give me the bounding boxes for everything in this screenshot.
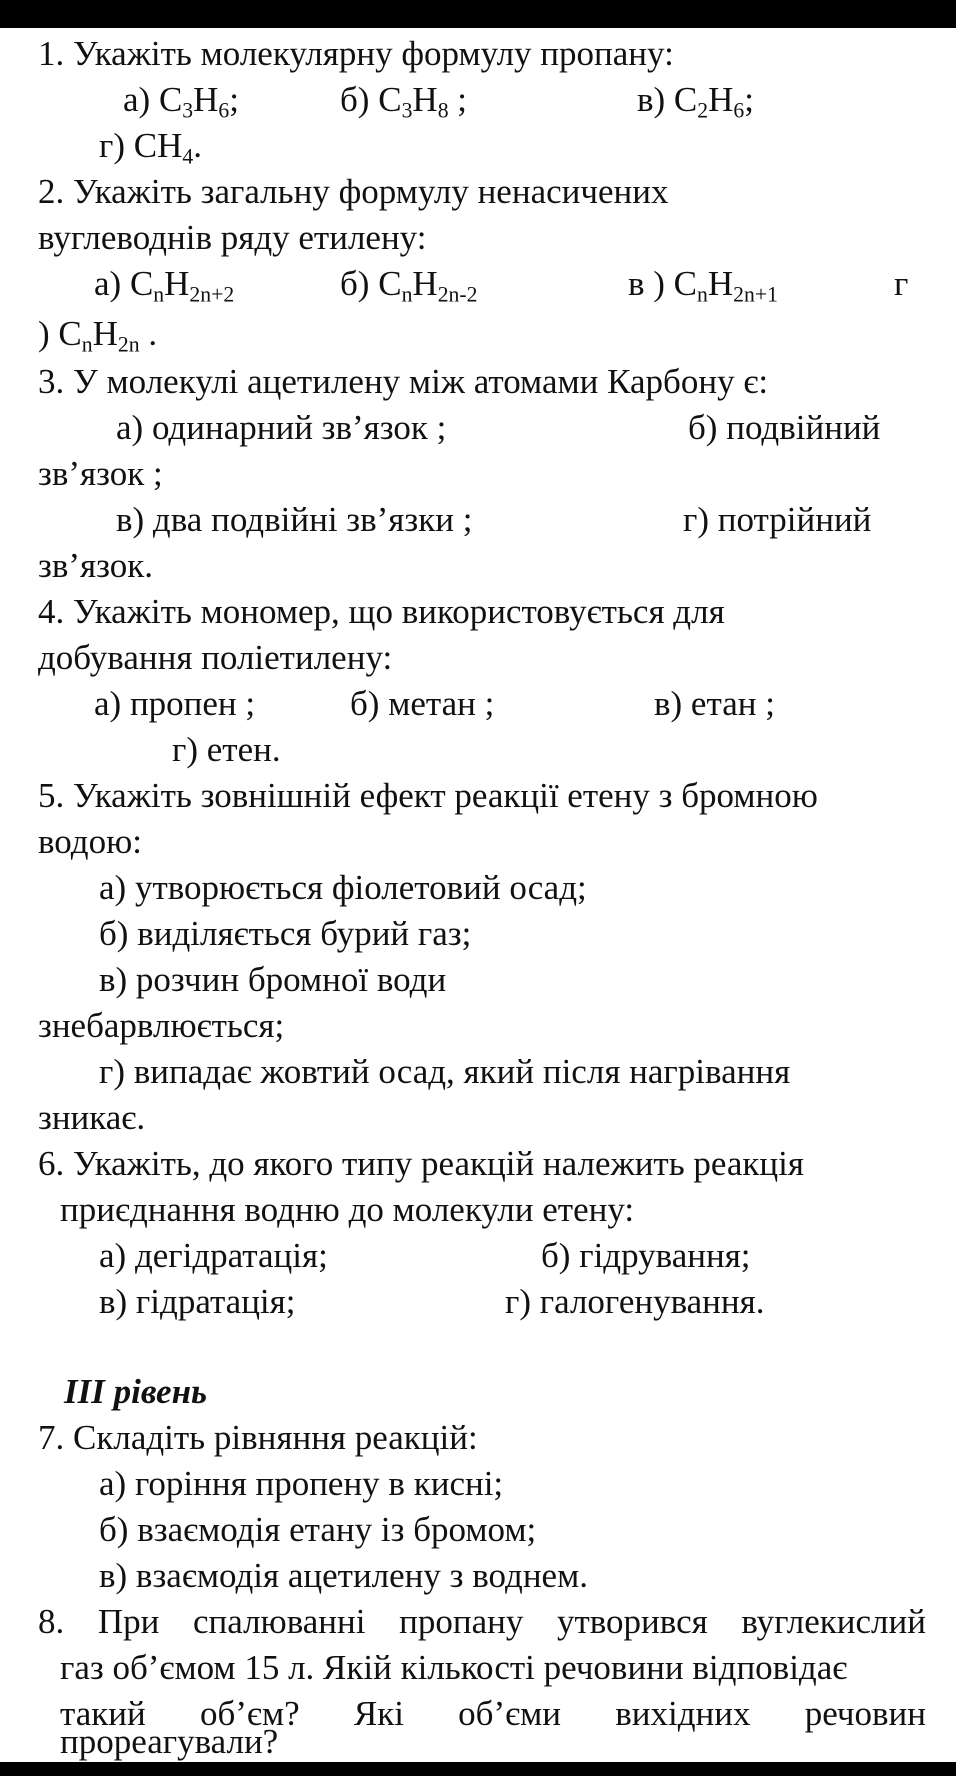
q5-option-c-cont: знебарвлюється; <box>38 1006 285 1045</box>
q3-option-c: в) два подвійні зв’язки ; <box>116 500 473 539</box>
q3-option-b: б) подвійний <box>688 408 881 447</box>
question-2-line-1: 2. Укажіть загальну формулу ненасичених <box>38 172 669 211</box>
q7-option-c: в) взаємодія ацетилену з воднем. <box>99 1556 588 1595</box>
question-5-line-2: водою: <box>38 822 142 861</box>
question-3: 3. У молекулі ацетилену між атомами Карбону є: <box>38 362 769 401</box>
question-8-line-3: такий об’єм? Які об’єми вихідних речовин <box>60 1694 926 1733</box>
q6-option-b: б) гідрування; <box>541 1236 751 1275</box>
q6-option-a: а) дегідратація; <box>99 1236 328 1275</box>
level-heading: III рівень <box>64 1372 208 1411</box>
q5-option-a: а) утворюється фіолетовий осад; <box>99 868 587 907</box>
q6-option-d: г) галогенування. <box>505 1282 765 1321</box>
q4-option-b: б) метан ; <box>350 684 495 723</box>
q4-option-a: а) пропен ; <box>94 684 256 723</box>
q4-option-c: в) етан ; <box>654 684 775 723</box>
q3-option-b-cont: зв’язок ; <box>38 454 163 493</box>
question-7: 7. Складіть рівняння реакцій: <box>38 1418 478 1457</box>
question-8-line-2: газ об’ємом 15 л. Якій кількості речовини відповідає <box>60 1648 848 1687</box>
q2-option-c: в ) $C_nH_{2n+1}$ <box>628 264 778 307</box>
q1-option-d: г) $CH_4$. <box>99 126 202 169</box>
q5-option-c: в) розчин бромної води <box>99 960 447 999</box>
q7-option-a: а) горіння пропену в кисні; <box>99 1464 504 1503</box>
q2-option-d: ) $C_nH_{2n}$ . <box>38 314 158 357</box>
question-4-line-1: 4. Укажіть мономер, що використовується для <box>38 592 725 631</box>
question-8-line-4: прореагували? <box>60 1722 279 1761</box>
q2-option-d-letter: г <box>894 264 909 303</box>
question-4-line-2: добування поліетилену: <box>38 638 393 677</box>
q5-option-b: б) виділяється бурий газ; <box>99 914 472 953</box>
question-6-line-2: приєднання водню до молекули етену: <box>60 1190 635 1229</box>
q5-option-d-cont: зникає. <box>38 1098 146 1137</box>
q2-option-a: а) $C_nH_{2n+2}$ <box>94 264 235 307</box>
q7-option-b: б) взаємодія етану із бромом; <box>99 1510 537 1549</box>
question-6-line-1: 6. Укажіть, до якого типу реакцій належить реакція <box>38 1144 804 1183</box>
q6-option-c: в) гідратація; <box>99 1282 296 1321</box>
question-8-line-1: 8. При спалюванні пропану утворився вуглекислий <box>38 1602 926 1641</box>
q3-option-d: г) потрійний <box>683 500 872 539</box>
q1-option-c: в) $C_2H_6$; <box>637 80 754 123</box>
question-5-line-1: 5. Укажіть зовнішній ефект реакції етену з бромною <box>38 776 818 815</box>
bottom-black-bar <box>0 1762 956 1776</box>
top-black-bar <box>0 0 956 28</box>
q1-option-b: б) $C_3H_8$ ; <box>340 80 468 123</box>
question-2-line-2: вуглеводнів ряду етилену: <box>38 218 427 257</box>
q4-option-d: г) етен. <box>172 730 281 769</box>
q3-option-a: а) одинарний зв’язок ; <box>116 408 447 447</box>
q3-option-d-cont: зв’язок. <box>38 546 153 585</box>
q2-option-b: б) $C_nH_{2n-2}$ <box>340 264 478 307</box>
question-1: 1. Укажіть молекулярну формулу пропану: <box>38 34 674 73</box>
q5-option-d: г) випадає жовтий осад, який після нагрівання <box>99 1052 791 1091</box>
q1-option-a: а) $C_3H_6$; <box>123 80 239 123</box>
